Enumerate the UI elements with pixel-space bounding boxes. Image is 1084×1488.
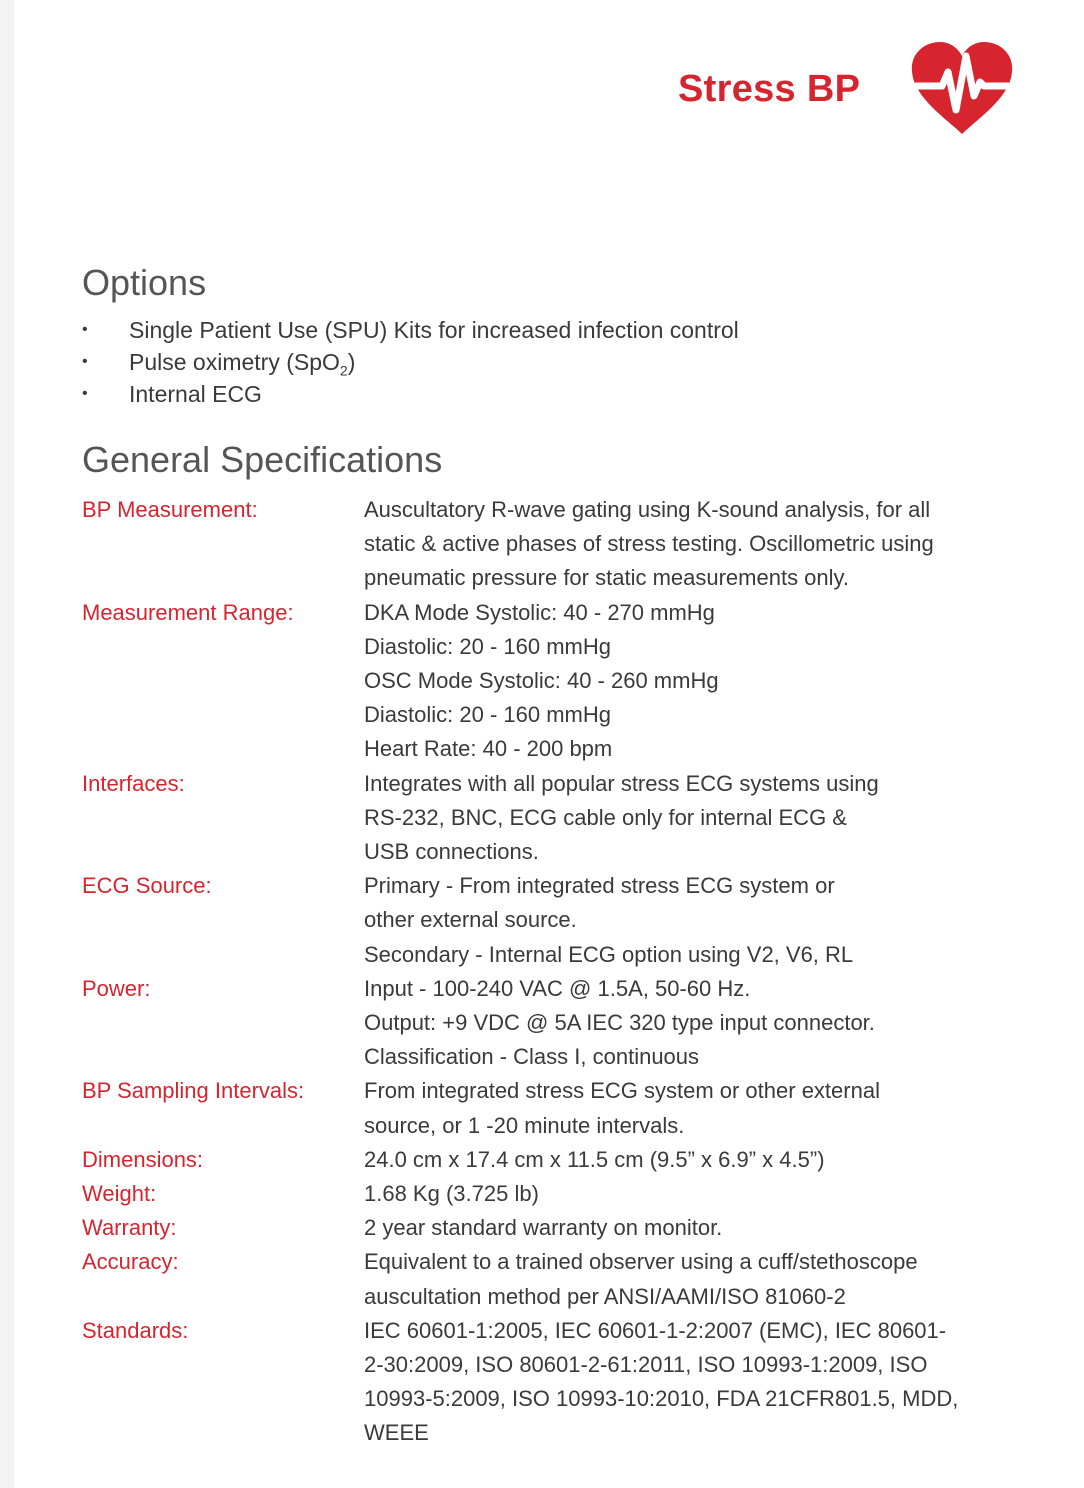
heart-pulse-icon [908,40,1016,136]
spec-value-line: auscultation method per ANSI/AAMI/ISO 81060-2 [364,1283,846,1309]
spec-value-line: DKA Mode Systolic: 40 - 270 mmHg [364,599,715,625]
spec-label: Interfaces: [82,770,185,796]
brand-title: Stress BP [678,68,861,110]
spec-value-line: USB connections. [364,839,539,865]
spec-values [364,596,1032,767]
spec-value-line: Input - 100-240 VAC @ 1.5A, 50-60 Hz. [364,975,751,1001]
spec-row [82,869,1032,972]
bullet: • [82,353,88,370]
option-text: Single Patient Use (SPU) Kits for increased infection control [129,317,739,343]
spec-value-line: Output: +9 VDC @ 5A IEC 320 type input connector. [364,1010,875,1036]
spec-value-line: Primary - From integrated stress ECG system or [364,873,835,899]
spec-values [364,493,1032,596]
spec-values [364,869,1032,972]
bullet: • [82,321,88,338]
spec-label: Standards: [82,1317,189,1343]
spec-value-line: RS-232, BNC, ECG cable only for internal ECG & [364,804,847,830]
spec-value-line: Diastolic: 20 - 160 mmHg [364,633,611,659]
spec-label: Measurement Range: [82,599,294,625]
spec-label: Warranty: [82,1215,177,1241]
spec-value-line: IEC 60601-1:2005, IEC 60601-1-2:2007 (EMC), IEC 80601- [364,1317,947,1343]
spec-value-line: 2 year standard warranty on monitor. [364,1215,723,1241]
spec-value-line: From integrated stress ECG system or other external [364,1078,880,1104]
spec-row [82,1177,1032,1211]
spec-row [82,493,1032,596]
spec-value-line: 2-30:2009, ISO 80601-2-61:2011, ISO 10993-1:2009, ISO [364,1352,928,1378]
list-item [82,378,739,410]
list-item [82,314,739,346]
spec-label: ECG Source: [82,873,212,899]
page-edge-strip [0,0,14,1488]
spec-row [82,972,1032,1075]
spec-value-line: Integrates with all popular stress ECG systems using [364,770,879,796]
spec-label: BP Measurement: [82,497,258,522]
spec-label: Accuracy: [82,1249,179,1275]
spec-value-line: 1.68 Kg (3.725 lb) [364,1181,539,1207]
option-text-suffix: ) [347,349,356,375]
spec-label: Power: [82,975,151,1001]
spec-values [364,1245,1032,1313]
spec-value-line: other external source. [364,907,577,933]
spec-value-line: static & active phases of stress testing. Oscillometric using [364,531,934,557]
spec-value-line: Classification - Class I, continuous [364,1044,700,1070]
spec-row [82,1143,1032,1177]
list-item [82,346,739,378]
spec-value-line: OSC Mode Systolic: 40 - 260 mmHg [364,668,719,694]
subscript: 2 [339,362,348,379]
spec-value-line: source, or 1 -20 minute intervals. [364,1112,685,1138]
spec-label: BP Sampling Intervals: [82,1078,305,1104]
spec-value-line: Secondary - Internal ECG option using V2, V6, RL [364,941,854,967]
spec-value-line: Auscultatory R-wave gating using K-sound analysis, for all [364,497,931,522]
spec-value-line: pneumatic pressure for static measurements only. [364,565,850,591]
spec-row [82,1314,1032,1451]
spec-table [82,493,1032,1451]
spec-row [82,1211,1032,1245]
specs-heading: General Specifications [82,439,443,480]
option-text: Pulse oximetry (SpO [129,349,340,375]
spec-values [364,1314,1032,1451]
spec-values [364,1074,1032,1142]
spec-label: Weight: [82,1181,157,1207]
spec-row [82,596,1032,767]
spec-row [82,1074,1032,1142]
spec-value-line: Equivalent to a trained observer using a cuff/stethoscope [364,1249,918,1275]
spec-row [82,1245,1032,1313]
spec-label: Dimensions: [82,1146,204,1172]
spec-value-line: Diastolic: 20 - 160 mmHg [364,702,611,728]
spec-value-line: WEEE [364,1420,429,1446]
spec-value-line: Heart Rate: 40 - 200 bpm [364,736,613,762]
spec-values [364,1143,1032,1177]
options-list [82,314,739,410]
option-text: Internal ECG [129,381,262,407]
spec-values [364,1177,1032,1211]
spec-row [82,767,1032,870]
spec-value-line: 10993-5:2009, ISO 10993-10:2010, FDA 21CFR801.5, MDD, [364,1386,959,1412]
bullet: • [82,385,88,402]
options-heading: Options [82,262,207,303]
spec-value-line: 24.0 cm x 17.4 cm x 11.5 cm (9.5” x 6.9” x 4.5”) [364,1146,825,1172]
spec-values [364,1211,1032,1245]
spec-values [364,767,1032,870]
spec-values [364,972,1032,1075]
